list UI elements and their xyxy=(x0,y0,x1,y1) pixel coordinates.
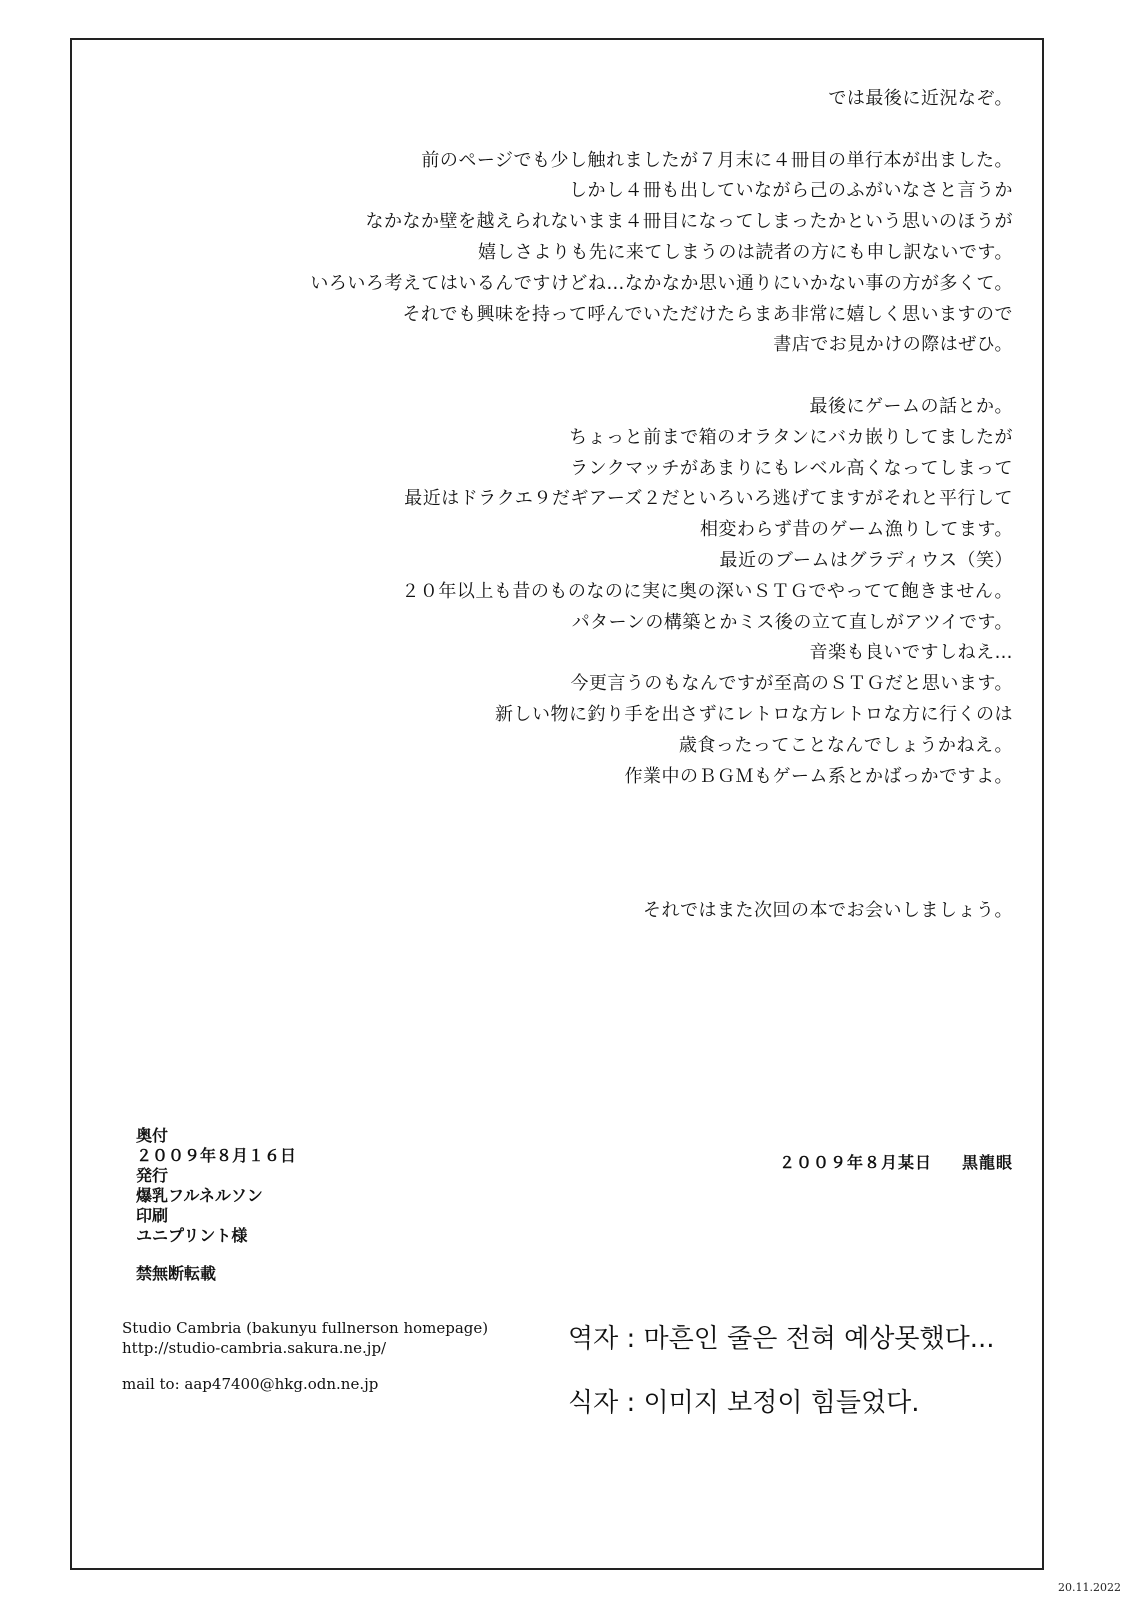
signature-author: 黒龍眼 xyxy=(961,1153,1013,1172)
afterword-line: 音楽も良いですしねえ… xyxy=(809,642,1013,664)
afterword-line: 最後にゲームの話とか。 xyxy=(809,395,1013,417)
studio-name: Studio Cambria (bakunyu fullnerson homepage) xyxy=(122,1319,489,1337)
printer-name: ユニプリント様 xyxy=(136,1226,248,1245)
studio-mail[interactable]: mail to: aap47400@hkg.odn.ne.jp xyxy=(122,1375,379,1393)
afterword-line: ちょっと前まで箱のオラタンにバカ嵌りしてましたが xyxy=(569,426,1013,448)
printer-label: 印刷 xyxy=(136,1206,169,1225)
afterword-line: 歳食ったってことなんでしょうかねえ。 xyxy=(678,734,1013,756)
publisher-name: 爆乳フルネルソン xyxy=(136,1186,263,1205)
publisher-label: 発行 xyxy=(136,1166,169,1185)
colophon xyxy=(136,1126,296,1284)
studio-url[interactable]: http://studio-cambria.sakura.ne.jp/ xyxy=(122,1339,387,1357)
afterword-line: 前のページでも少し触れましたが７月末に４冊目の単行本が出ました。 xyxy=(421,149,1013,171)
afterword-line: 作業中のＢＧＭもゲーム系とかばっかですよ。 xyxy=(624,765,1013,787)
afterword-line: しかし４冊も出していながら己のふがいなさと言うか xyxy=(569,180,1013,202)
closing-line: それではまた次回の本でお会いしましょう。 xyxy=(643,900,1013,922)
paragraph-gap xyxy=(310,361,1013,392)
signature-date: ２００９年８月某日 xyxy=(778,1153,932,1172)
studio-info xyxy=(122,1318,488,1394)
afterword-line: ２０年以上も昔のものなのに実に奥の深いＳＴＧでやってて飽きません。 xyxy=(401,580,1013,602)
afterword-line: いろいろ考えてはいるんですけどね…なかなか思い通りにいかない事の方が多くて。 xyxy=(310,272,1013,294)
translator-credit: 역자 : 마흔인 줄은 전혀 예상못했다... xyxy=(568,1324,995,1354)
afterword-line: では最後に近況なぞ。 xyxy=(828,88,1013,109)
afterword-line: 最近のブームはグラディウス（笑） xyxy=(719,549,1013,571)
colophon-heading: 奥付 xyxy=(136,1126,169,1145)
typesetter-credit: 식자 : 이미지 보정이 힘들었다. xyxy=(568,1388,920,1418)
publication-date: ２００９年８月１６日 xyxy=(136,1146,297,1165)
afterword-line: 相変わらず昔のゲーム漁りしてます。 xyxy=(699,519,1013,541)
paragraph-gap xyxy=(310,792,1013,896)
afterword-line: ランクマッチがあまりにもレベル高くなってしまって xyxy=(570,457,1013,479)
afterword-line: パターンの構築とかミス後の立て直しがアツイです。 xyxy=(571,611,1013,633)
afterword-line: 新しい物に釣り手を出さずにレトロな方レトロな方に行くのは xyxy=(495,703,1013,725)
scan-date: 20.11.2022 xyxy=(1058,1581,1121,1594)
afterword-line: 今更言うのもなんですが至高のＳＴＧだと思います。 xyxy=(570,673,1013,695)
afterword-line: それでも興味を持って呼んでいただけたらまあ非常に嬉しく思いますので xyxy=(402,303,1013,325)
signature xyxy=(779,1150,1013,1173)
afterword-line: 最近はドラクエ９だギアーズ２だといろいろ逃げてますがそれと平行して xyxy=(404,488,1013,510)
afterword-line: 書店でお見かけの際はぜひ。 xyxy=(773,334,1013,356)
afterword-line: 嬉しさよりも先に来てしまうのは読者の方にも申し訳ないです。 xyxy=(477,241,1013,263)
paragraph-gap xyxy=(310,115,1013,146)
afterword-line: なかなか壁を越えられないまま４冊目になってしまったかという思いのほうが xyxy=(365,211,1013,233)
no-reprint-notice: 禁無断転載 xyxy=(136,1264,217,1283)
afterword-text xyxy=(310,84,1013,927)
scanlation-credits xyxy=(568,1324,995,1418)
